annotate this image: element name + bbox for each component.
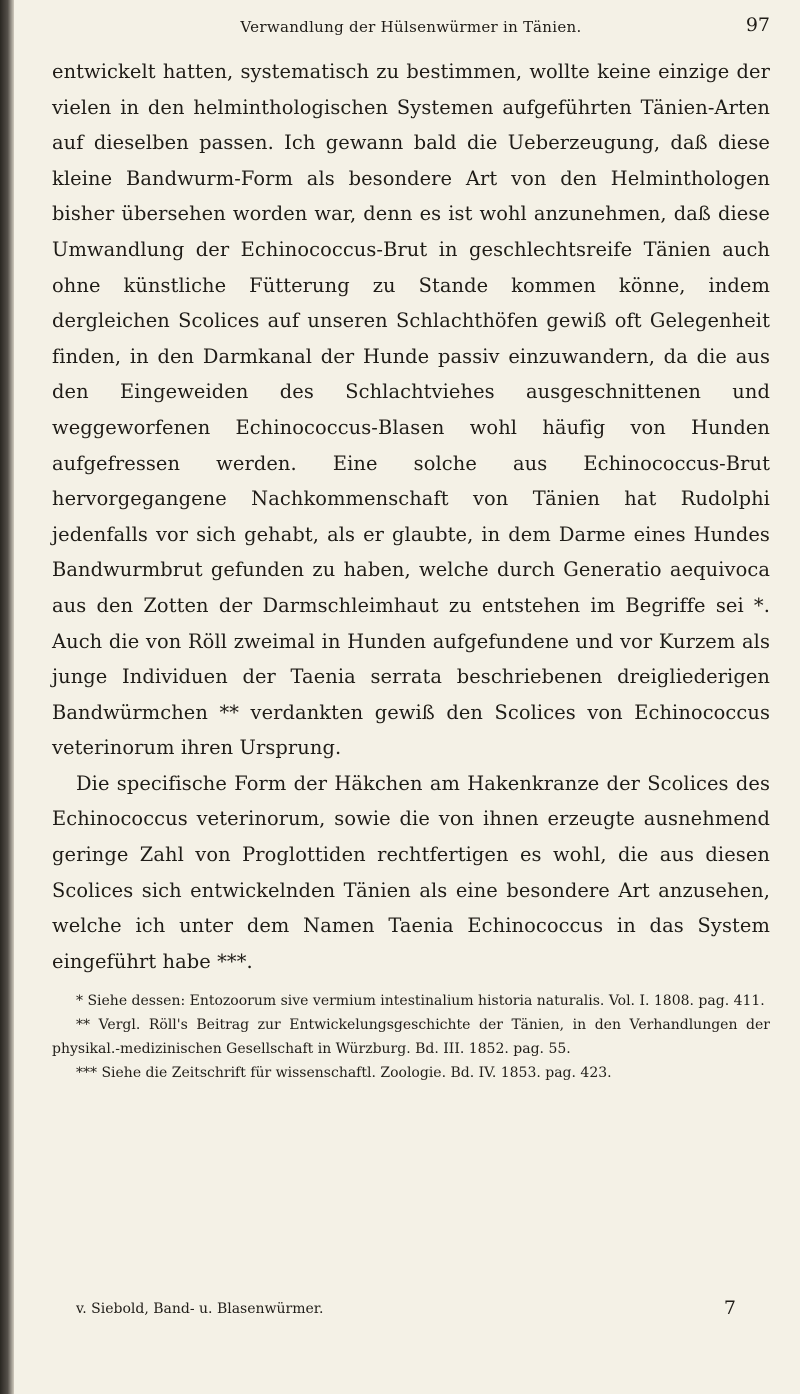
page-number: 97 [745, 14, 770, 36]
page-footer [52, 1297, 770, 1323]
signature-mark: 7 [723, 1297, 736, 1319]
footnotes [52, 989, 770, 1085]
footnote-2: ** Vergl. Röll's Beitrag zur Entwickelungsgeschichte der Tänien, in den Verhandlungen der physikal.-medizinischen Gesellschaft in Würzburg. Bd. III. 1852. pag. 55. [52, 1017, 770, 1058]
running-head: Verwandlung der Hülsenwürmer in Tänien. [240, 18, 582, 36]
paragraph-1: entwickelt hatten, systematisch zu bestimmen, wollte keine einzige der vielen in den helminthologischen Systemen aufgeführten Tänien-Arten auf dieselben passen. Ich gewann bald die Ueberzeugung, daß diese kleine Bandwurm-Form als besondere Art von den Helminthologen bisher übersehen worden war, denn es ist wohl anzunehmen, daß diese Umwandlung der Echinococcus-Brut in geschlechtsreife Tänien auch ohne künstliche Fütterung zu Stande kommen könne, indem dergleichen Scolices auf unseren Schlachthöfen gewiß oft Gelegenheit finden, in den Darmkanal der Hunde passiv einzuwandern, da die aus den Eingeweiden des Schlachtviehes ausgeschnittenen und weggeworfenen Echinococcus-Blasen wohl häufig von Hunden aufgefressen werden. Eine solche aus Echinococcus-Brut hervorgegangene Nachkommenschaft von Tänien hat Rudolphi jedenfalls vor sich gehabt, als er glaubte, in dem Darme eines Hundes Bandwurmbrut gefunden zu haben, welche durch Generatio aequivoca aus den Zotten der Darmschleimhaut zu entstehen im Begriffe sei *. Auch die von Röll zweimal in Hunden aufgefundene und vor Kurzem als junge Individuen der Taenia serrata beschriebenen dreigliederigen Bandwürmchen ** verdankten gewiß den Scolices von Echinococcus veterinorum ihren Ursprung. [52, 60, 770, 760]
body-text [52, 54, 770, 979]
footnote-3: *** Siehe die Zeitschrift für wissenschaftl. Zoologie. Bd. IV. 1853. pag. 423. [76, 1065, 612, 1082]
footer-signature-line: v. Siebold, Band- u. Blasenwürmer. [76, 1301, 324, 1317]
page-header [52, 14, 770, 54]
footnote-1: * Siehe dessen: Entozoorum sive vermium intestinalium historia naturalis. Vol. I. 1808. pag. 411. [76, 993, 765, 1010]
book-page [52, 14, 770, 1319]
paragraph-2: Die specifische Form der Häkchen am Hakenkranze der Scolices des Echinococcus veterinorum, sowie die von ihnen erzeugte ausnehmend geringe Zahl von Proglottiden rechtfertigen es wohl, die aus diesen Scolices sich entwickelnden Tänien als eine besondere Art anzusehen, welche ich unter dem Namen Taenia Echinococcus in das System eingeführt habe ***. [52, 771, 770, 973]
book-binding-edge [0, 0, 14, 1394]
